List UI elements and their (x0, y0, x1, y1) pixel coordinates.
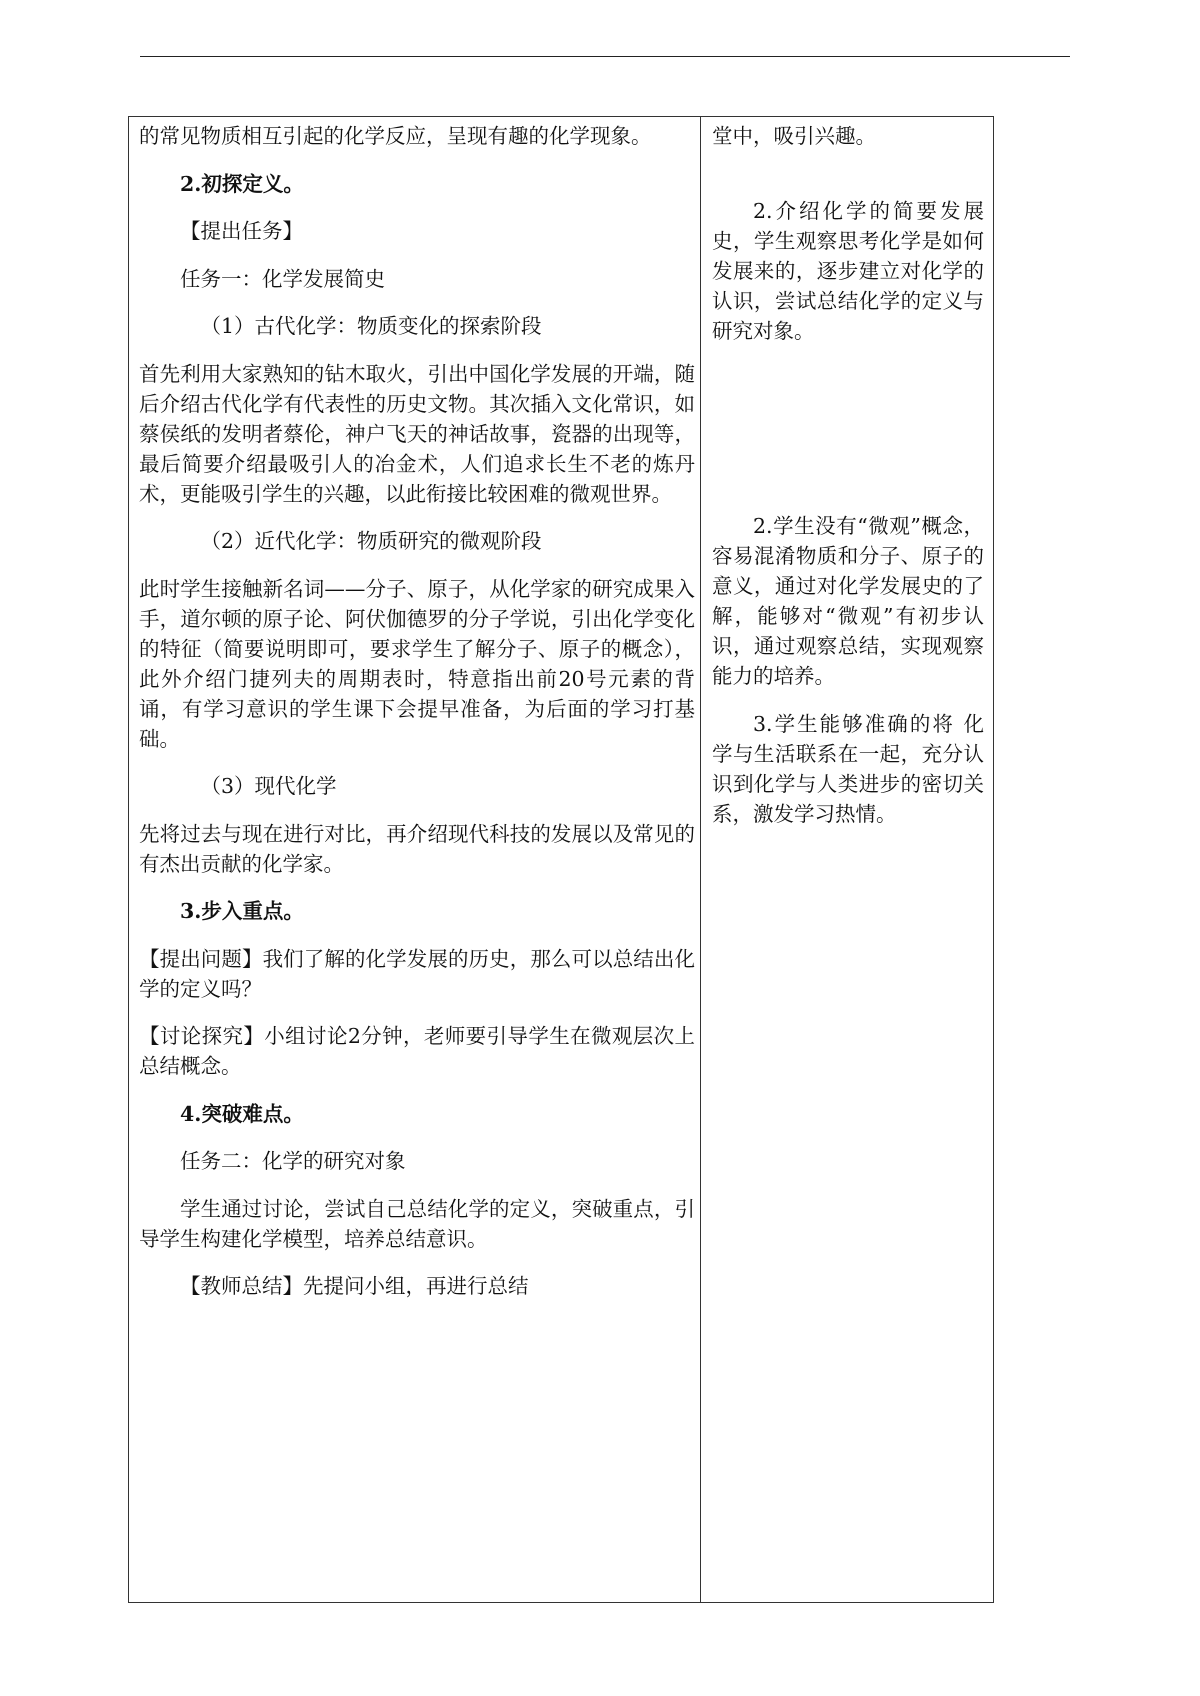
teaching-process-column (139, 121, 695, 1319)
lesson-plan-table (128, 116, 994, 1603)
paragraph: 2.介绍化学的简要发展史，学生观察思考化学是如何发展来的，逐步建立对化学的认识，尝试总结化学的定义与研究对象。 (712, 199, 984, 343)
design-intent-column (712, 121, 984, 846)
paragraph: 首先利用大家熟知的钻木取火，引出中国化学发展的开端，随后介绍古代化学有代表性的历史文物。其次插入文化常识，如蔡侯纸的发明者蔡伦，神户飞天的神话故事，瓷器的出现等，最后简要介绍最吸引人的冶金术，人们追求长生不老的炼丹术，更能吸引学生的兴趣，以此衔接比较困难的微观世界。 (139, 361, 695, 506)
paragraph: （2）近代化学：物质研究的微观阶段 (200, 529, 542, 553)
paragraph: （1）古代化学：物质变化的探索阶段 (200, 314, 542, 338)
paragraph: 3.学生能够准确的将 化学与生活联系在一起，充分认识到化学与人类进步的密切关系，激发学习热情。 (712, 711, 984, 826)
paragraph: 的常见物质相互引起的化学反应，呈现有趣的化学现象。 (139, 124, 652, 148)
paragraph: 【讨论探究】小组讨论2分钟，老师要引导学生在微观层次上总结概念。 (139, 1024, 695, 1078)
section-heading: 2.初探定义。 (180, 171, 304, 196)
paragraph: 任务一：化学发展简史 (180, 266, 385, 291)
paragraph: （3）现代化学 (200, 774, 337, 798)
paragraph: 2.学生没有“微观”概念，容易混淆物质和分子、原子的意义，通过对化学发展史的了解，能够对“微观”有初步认识，通过观察总结，实现观察能力的培养。 (712, 514, 984, 688)
column-divider (700, 117, 701, 1602)
paragraph: 学生通过讨论，尝试自己总结化学的定义，突破重点，引导学生构建化学模型，培养总结意识。 (139, 1196, 695, 1251)
paragraph: 先将过去与现在进行对比，再介绍现代科技的发展以及常见的有杰出贡献的化学家。 (139, 821, 695, 876)
section-heading: 3.步入重点。 (180, 899, 304, 923)
paragraph: 【提出任务】 (180, 219, 303, 243)
header-rule (140, 56, 1070, 57)
paragraph: 【提出问题】我们了解的化学发展的历史，那么可以总结出化学的定义吗？ (139, 946, 695, 1001)
paragraph: 【教师总结】先提问小组，再进行总结 (180, 1274, 529, 1298)
paragraph: 此时学生接触新名词——分子、原子，从化学家的研究成果入手，道尔顿的原子论、阿伏伽德罗的分子学说，引出化学变化的特征（简要说明即可，要求学生了解分子、原子的概念），此外介绍门捷列夫的周期表时，特意指出前20号元素的背诵，有学习意识的学生课下会提早准备，为后面的学习打基础。 (139, 576, 695, 751)
paragraph: 堂中，吸引兴趣。 (712, 124, 876, 148)
paragraph: 任务二：化学的研究对象 (180, 1149, 406, 1173)
section-heading: 4.突破难点。 (180, 1101, 304, 1126)
